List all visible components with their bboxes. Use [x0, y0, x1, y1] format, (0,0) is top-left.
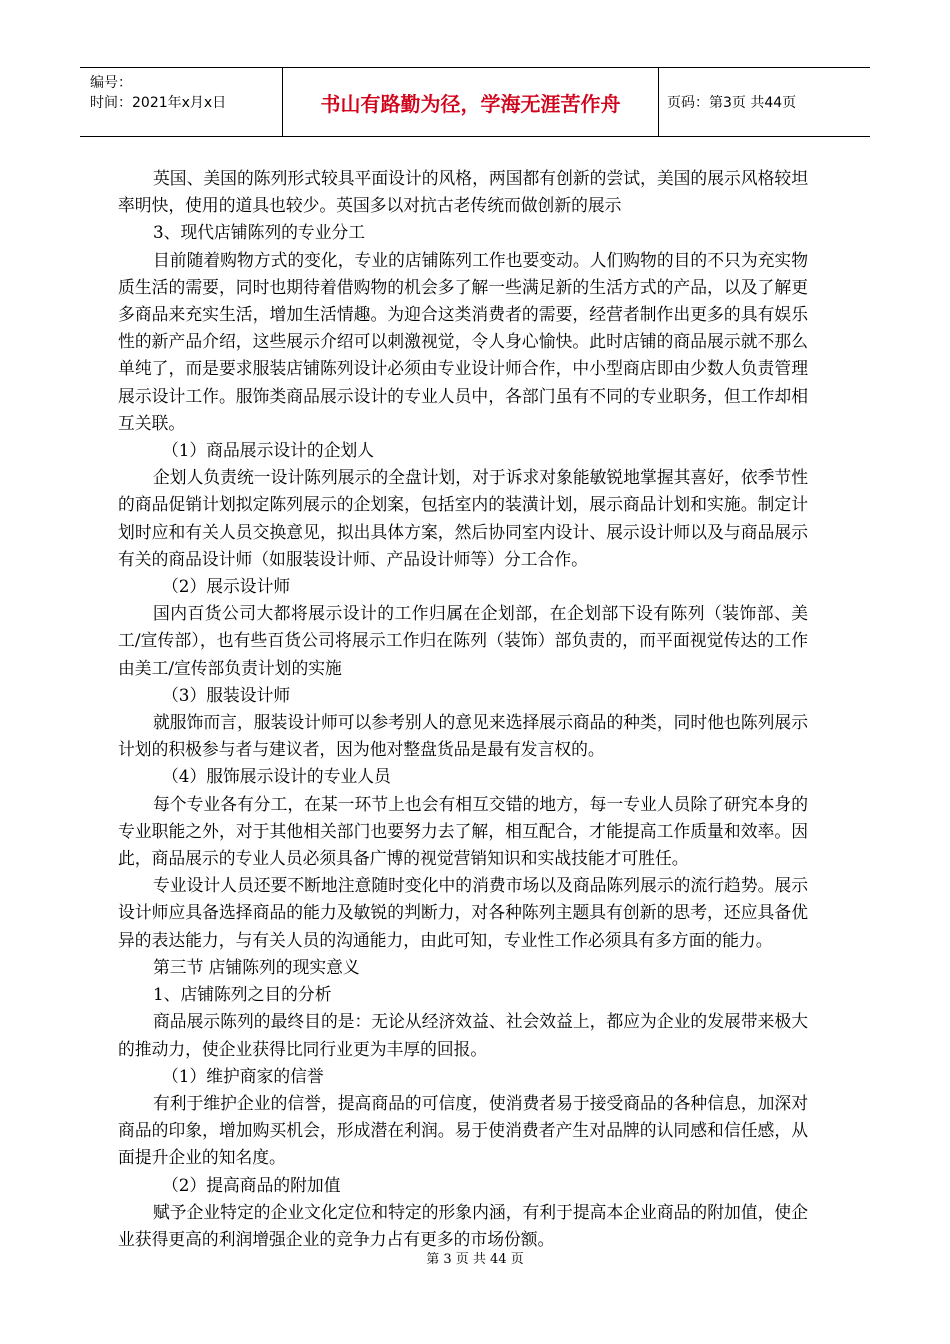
header-page-info: 页码：第3页 共44页 — [667, 95, 797, 111]
paragraph: 商品展示陈列的最终目的是：无论从经济效益、社会效益上，都应为企业的发展带来极大的推动力，使企业获得比同行业更为丰厚的回报。 — [118, 1011, 808, 1059]
header-meta — [80, 68, 283, 136]
paragraph: 企划人负责统一设计陈列展示的全盘计划，对于诉求对象能敏锐地掌握其喜好，依季节性的商品促销计划拟定陈列展示的企划案，包括室内的装潢计划，展示商品计划和实施。制定计划时应和有关人员交换意见，拟出具体方案，然后协同室内设计、展示设计师以及与商品展示有关的商品设计师（如服装设计师、产品设计师等）分工合作。 — [118, 467, 808, 569]
document-date: 时间：2021年x月x日 — [90, 95, 227, 111]
paragraph: 1、店铺陈列之目的分析 — [153, 984, 332, 1005]
paragraph: 每个专业各有分工，在某一环节上也会有相互交错的地方，每一专业人员除了研究本身的专业职能之外，对于其他相关部门也要努力去了解，相互配合，才能提高工作质量和效率。因此，商品展示的专业人员必须具备广博的视觉营销知识和实战技能才可胜任。 — [118, 793, 808, 869]
paragraph: 英国、美国的陈列形式较具平面设计的风格，两国都有创新的尝试，美国的展示风格较坦率明快，使用的道具也较少。英国多以对抗古老传统而做创新的展示 — [118, 168, 808, 216]
paragraph: 赋予企业特定的企业文化定位和特定的形象内涵，有利于提高本企业商品的附加值，使企业获得更高的利润增强企业的竞争力占有更多的市场份额。 — [118, 1201, 808, 1249]
document-body — [118, 165, 808, 1253]
paragraph: 就服饰而言，服装设计师可以参考别人的意见来选择展示商品的种类，同时他也陈列展示计划的积极参与者与建议者，因为他对整盘货品是最有发言权的。 — [118, 712, 808, 760]
paragraph: 专业设计人员还要不断地注意随时变化中的消费市场以及商品陈列展示的流行趋势。展示设计师应具备选择商品的能力及敏锐的判断力，对各种陈列主题具有创新的思考，还应具备优异的表达能力，与有关人员的沟通能力，由此可知，专业性工作必须具有多方面的能力。 — [118, 875, 808, 950]
page-header — [80, 67, 870, 137]
paragraph: 第三节 店铺陈列的现实意义 — [153, 956, 360, 977]
paragraph: （1）商品展示设计的企划人 — [162, 440, 375, 461]
page-footer: 第 3 页 共 44 页 — [426, 1252, 524, 1267]
paragraph: （1）维护商家的信誉 — [162, 1065, 324, 1086]
document-number-label: 编号： — [90, 75, 132, 91]
paragraph: （2）展示设计师 — [162, 576, 291, 597]
paragraph: 目前随着购物方式的变化，专业的店铺陈列工作也要变动。人们购物的目的不只为充实物质生活的需要，同时也期待着借购物的机会多了解一些满足新的生活方式的产品，以及了解更多商品来充实生活，增加生活情趣。为迎合这类消费者的需要，经营者制作出更多的具有娱乐性的新产品介绍，这些展示介绍可以刺激视觉，令人身心愉快。此时店铺的商品展示就不那么单纯了，而是要求服装店铺陈列设计必须由专业设计师合作，中小型商店即由少数人负责管理展示设计工作。服饰类商品展示设计的专业人员中，各部门虽有不同的专业职务，但工作却相互关联。 — [118, 249, 808, 433]
paragraph: （2）提高商品的附加值 — [162, 1174, 341, 1195]
paragraph: （4）服饰展示设计的专业人员 — [162, 766, 391, 787]
paragraph: （3）服装设计师 — [162, 684, 291, 705]
paragraph: 国内百货公司大都将展示设计的工作归属在企划部，在企划部下设有陈列（装饰部、美工/宣传部），也有些百货公司将展示工作归在陈列（装饰）部负责的，而平面视觉传达的工作由美工/宣传部负责计划的实施 — [118, 603, 808, 678]
header-motto: 书山有路勤为径，学海无涯苦作舟 — [283, 68, 659, 136]
paragraph: 3、现代店铺陈列的专业分工 — [153, 222, 366, 243]
paragraph: 有利于维护企业的信誉，提高商品的可信度，使消费者易于接受商品的各种信息，加深对商品的印象，增加购买机会，形成潜在利润。易于使消费者产生对品牌的认同感和信任感，从面提升企业的知名度。 — [118, 1092, 808, 1168]
